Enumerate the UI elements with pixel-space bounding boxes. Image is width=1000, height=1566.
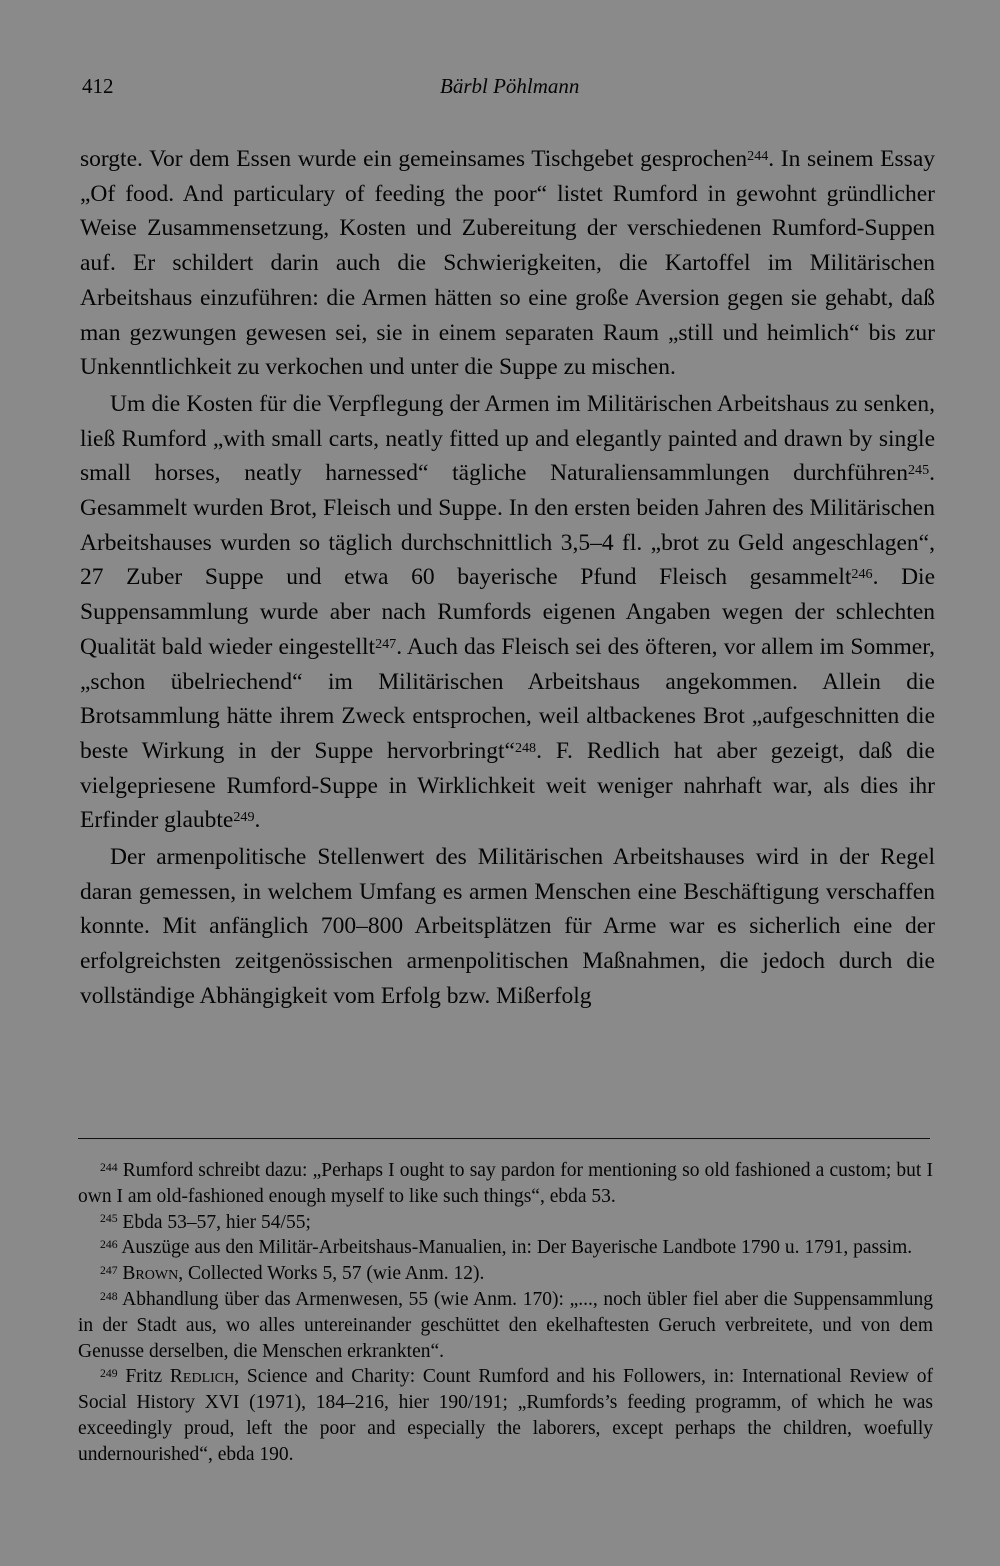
text-segment: . Auch das Fleisch sei des öfteren, vor allem im Sommer, „schon übelriechend“ im Militärischen Arbeitshaus angekommen. Allein die Brotsammlung hätte ihrem Zweck entsprochen, weil altbackenes Brot „aufgeschnitten die beste Wirkung in der Suppe hervorbringt“ bbox=[80, 633, 935, 764]
body-text bbox=[80, 142, 935, 1014]
running-head: Bärbl Pöhlmann bbox=[440, 74, 580, 98]
footnote-number: 244 bbox=[100, 1160, 118, 1174]
footnote-ref-244: 244 bbox=[747, 147, 769, 164]
footnote-247 bbox=[78, 1261, 933, 1287]
paragraph-1 bbox=[80, 142, 935, 385]
footnote-text: Ebda 53–57, hier 54/55; bbox=[122, 1211, 311, 1233]
text-segment: . Die Suppensammlung wurde aber nach Rumfords eigenen Angaben wegen der schlechten Qualität bald wieder eingestellt bbox=[80, 564, 935, 660]
footnote-number: 249 bbox=[100, 1367, 118, 1381]
footnote-text: Rumford schreibt dazu: „Perhaps I ought to say pardon for mentioning so old fashioned a custom; but I own I am old-fashioned enough myself to like such things“, ebda 53. bbox=[78, 1160, 933, 1207]
text-segment: sorgte. Vor dem Essen wurde ein gemeinsames Tischgebet gesprochen bbox=[80, 146, 748, 172]
footnote-244 bbox=[78, 1158, 933, 1210]
footnote-246 bbox=[78, 1235, 933, 1261]
footnote-author: Redlich bbox=[169, 1366, 235, 1388]
paragraph-2 bbox=[80, 387, 935, 838]
footnote-245 bbox=[78, 1210, 933, 1236]
footnote-text: Abhandlung über das Armenwesen, 55 (wie Anm. 170): „..., noch übler fiel aber die Suppensammlung in der Stadt aus, wo alles untereinander geschüttet den ekelhaftesten Geruch verbreitete, und von dem Genusse derselben, die Menschen erkrankten“. bbox=[78, 1288, 933, 1362]
footnote-number: 246 bbox=[100, 1238, 118, 1252]
footnote-number: 248 bbox=[100, 1289, 118, 1303]
footnote-249 bbox=[78, 1364, 933, 1467]
text-segment: Um die Kosten für die Verpflegung der Armen im Militärischen Arbeitshaus zu senken, ließ Rumford „with small carts, neatly fitted up and elegantly painted and drawn by single small horses, neatly harnessed“ tägliche Naturaliensammlungen durchführen bbox=[80, 390, 935, 487]
footnote-prefix: Fritz bbox=[125, 1366, 170, 1388]
footnote-text: Auszüge aus den Militär-Arbeitshaus-Manualien, in: Der Bayerische Landbote 1790 u. 1791, passim. bbox=[121, 1237, 913, 1259]
footnote-ref-247: 247 bbox=[375, 635, 397, 652]
footnote-ref-246: 246 bbox=[851, 566, 873, 583]
text-segment: . Gesammelt wurden Brot, Fleisch und Suppe. In den ersten beiden Jahren des Militärischen Arbeitshauses wurden so täglich durchschnittlich 3,5–4 fl. „brot zu Geld angeschlagen“, 27 Zuber Suppe und etwa 60 bayerische Pfund Fleisch gesammelt bbox=[80, 460, 935, 591]
footnote-number: 245 bbox=[100, 1212, 118, 1226]
footnote-author: Brown bbox=[122, 1263, 179, 1285]
footnote-ref-245: 245 bbox=[907, 461, 930, 478]
footnote-ref-248: 248 bbox=[514, 739, 537, 756]
text-segment: . bbox=[254, 807, 261, 834]
footnote-divider bbox=[78, 1138, 930, 1139]
text-segment: . F. Redlich hat aber gezeigt, daß die vielgepriesene Rumford-Suppe in Wirklichkeit weit weniger nahrhaft war, als dies ihr Erfinder glaubte bbox=[80, 737, 935, 834]
footnote-ref-249: 249 bbox=[233, 809, 255, 826]
footnotes bbox=[78, 1158, 933, 1468]
footnote-248 bbox=[78, 1287, 933, 1364]
footnote-text: , Collected Works 5, 57 (wie Anm. 12). bbox=[178, 1263, 485, 1285]
page-number: 412 bbox=[82, 74, 114, 98]
text-segment: . In seinem Essay „Of food. And particulary of feeding the poor“ listet Rumford in gewohnt gründlicher Weise Zusammensetzung, Kosten und Zubereitung der verschiedenen Rumford-Suppen auf. Er schildert darin auch die Schwierigkeiten, die Kartoffel im Militärischen Arbeitshaus einzuführen: die Armen hätten so eine große Aversion gegen sie gehabt, daß man gezwungen gewesen sei, sie in einem separaten Raum „still und heimlich“ bis zur Unkenntlichkeit zu verkochen und unter die Suppe zu mischen. bbox=[80, 146, 936, 381]
footnote-number: 247 bbox=[100, 1263, 118, 1277]
paragraph-3: Der armenpolitische Stellenwert des Militärischen Arbeitshauses wird in der Regel daran gemessen, in welchem Umfang es armen Menschen eine Beschäftigung verschaffen konnte. Mit anfänglich 700–800 Arbeitsplätzen für Arme war es sicherlich eine der erfolgreichsten zeitgenössischen armenpolitischen Maßnahmen, die jedoch durch die vollständige Abhängigkeit vom Erfolg bzw. Mißerfolg bbox=[80, 844, 935, 1009]
footnote-text: , Science and Charity: Count Rumford and his Followers, in: International Review of Social History XVI (1971), 184–216, hier 190/191; „Rumfords’s feeding programm, of which he was exceedingly proud, left the poor and especially the laborers, except perhaps the children, woefully undernourished“, ebda 190. bbox=[78, 1366, 933, 1465]
